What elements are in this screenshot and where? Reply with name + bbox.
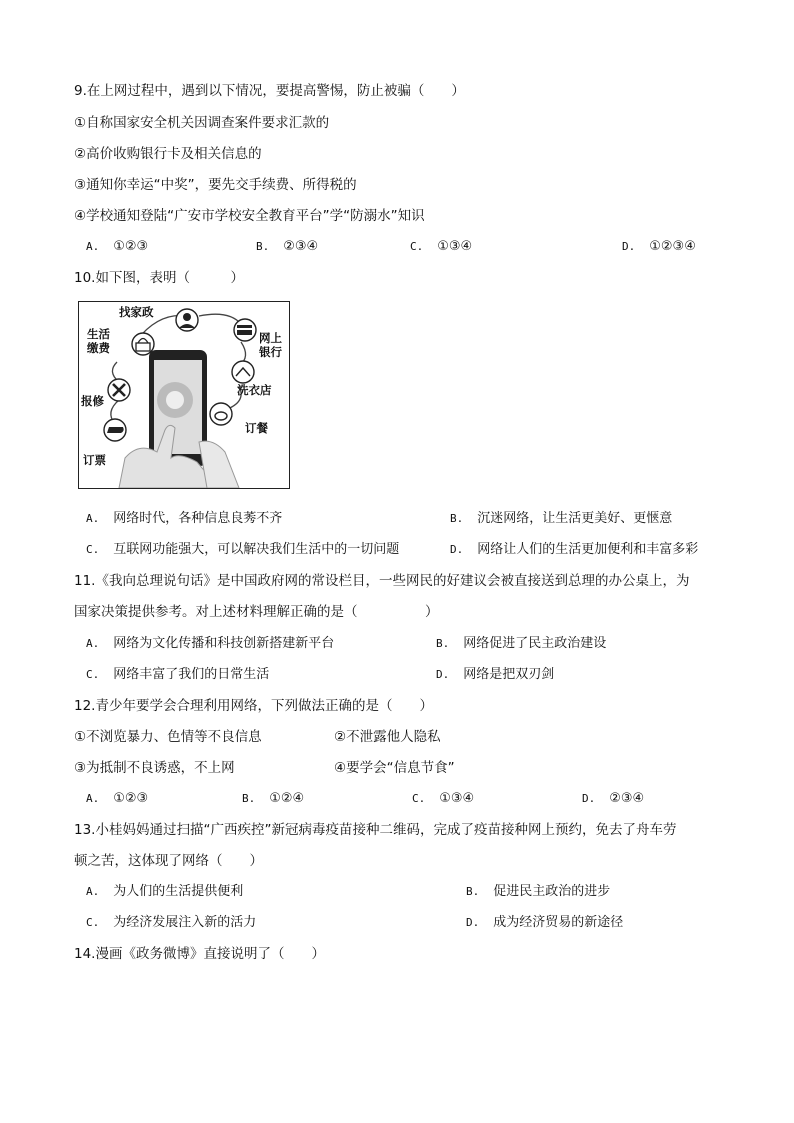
q10-option-d[interactable] — [450, 541, 698, 559]
option-text: 网络是把双刃剑 — [463, 667, 555, 682]
option-letter: A. — [86, 240, 100, 253]
q9-option-b[interactable] — [256, 238, 318, 256]
label-repair: 报修 — [81, 394, 104, 408]
q12-item-1: ①不浏览暴力、色情等不良信息 — [74, 729, 262, 745]
option-text: 为经济发展注入新的活力 — [113, 915, 257, 930]
option-text: ②③④ — [609, 791, 645, 806]
housekeeping-icon — [176, 309, 198, 331]
q13-option-d[interactable] — [466, 914, 623, 932]
option-letter: D. — [466, 916, 480, 929]
option-text: ②③④ — [283, 239, 319, 254]
option-letter: D. — [622, 240, 636, 253]
option-letter: C. — [86, 916, 100, 929]
option-text: 网络促进了民主政治建设 — [463, 636, 607, 651]
q11-option-d[interactable] — [436, 666, 554, 684]
tools-repair-icon — [108, 379, 130, 401]
option-text: 网络丰富了我们的日常生活 — [113, 667, 270, 682]
q11-stem-line-1: 11.《我向总理说句话》是中国政府网的常设栏目，一些网民的好建议会被直接送到总理的办公桌上，为 — [74, 573, 690, 589]
option-letter: B. — [256, 240, 270, 253]
option-letter: B. — [450, 512, 464, 525]
label-housekeeping: 找家政 — [119, 305, 154, 319]
option-text: ①②③④ — [649, 239, 696, 254]
food-order-icon — [210, 403, 232, 425]
laundry-hanger-icon — [232, 361, 254, 383]
option-text: ①②③ — [113, 791, 149, 806]
q13-option-b[interactable] — [466, 883, 610, 901]
option-text: 促进民主政治的进步 — [493, 884, 611, 899]
label-living-1: 生活 — [87, 327, 110, 341]
option-letter: A. — [86, 637, 100, 650]
option-letter: A. — [86, 512, 100, 525]
option-text: 为人们的生活提供便利 — [113, 884, 244, 899]
option-letter: B. — [466, 885, 480, 898]
q11-stem-line-2: 国家决策提供参考。对上述材料理解正确的是（ ） — [74, 604, 439, 620]
option-letter: C. — [410, 240, 424, 253]
q9-stem: 9.在上网过程中，遇到以下情况，要提高警惕，防止被骗（ ） — [74, 83, 465, 99]
label-ticket: 订票 — [83, 453, 106, 467]
q10-stem: 10.如下图，表明（ ） — [74, 270, 244, 286]
q12-item-4: ④要学会“信息节食” — [334, 760, 455, 776]
option-text: 网络为文化传播和科技创新搭建新平台 — [113, 636, 335, 651]
q11-option-c[interactable] — [86, 666, 269, 684]
label-online-2: 银行 — [259, 345, 282, 359]
q9-item-2: ②高价收购银行卡及相关信息的 — [74, 146, 262, 162]
q12-option-d[interactable] — [582, 790, 644, 808]
option-letter: C. — [412, 792, 426, 805]
q12-option-b[interactable] — [242, 790, 304, 808]
option-text: ①③④ — [439, 791, 475, 806]
option-text: 互联网功能强大，可以解决我们生活中的一切问题 — [113, 542, 400, 557]
label-laundry: 洗衣店 — [237, 383, 272, 397]
q12-item-3: ③为抵制不良诱惑，不上网 — [74, 760, 235, 776]
q11-option-a[interactable] — [86, 635, 334, 653]
option-text: 网络让人们的生活更加便利和丰富多彩 — [477, 542, 699, 557]
q12-option-a[interactable] — [86, 790, 148, 808]
q13-stem-line-1: 13.小桂妈妈通过扫描“广西疾控”新冠病毒疫苗接种二维码，完成了疫苗接种网上预约，免去了舟车劳 — [74, 822, 677, 838]
q9-item-4: ④学校通知登陆“广安市学校安全教育平台”学“防溺水”知识 — [74, 208, 425, 224]
option-letter: D. — [450, 543, 464, 556]
smartphone-services-illustration — [79, 302, 289, 488]
q10-figure — [78, 301, 290, 489]
option-text: ①③④ — [437, 239, 473, 254]
q13-option-c[interactable] — [86, 914, 256, 932]
option-letter: D. — [436, 668, 450, 681]
label-online-1: 网上 — [259, 331, 282, 345]
option-letter: A. — [86, 792, 100, 805]
option-letter: A. — [86, 885, 100, 898]
option-text: ①②④ — [269, 791, 305, 806]
q12-item-2: ②不泄露他人隐私 — [334, 729, 441, 745]
train-ticket-icon — [104, 419, 126, 441]
q13-stem-line-2: 顿之苦，这体现了网络（ ） — [74, 853, 263, 869]
label-living-2: 缴费 — [87, 341, 110, 355]
q9-item-3: ③通知你幸运“中奖”，要先交手续费、所得税的 — [74, 177, 357, 193]
option-text: 沉迷网络，让生活更美好、更惬意 — [477, 511, 673, 526]
payment-basket-icon — [132, 333, 154, 355]
q13-option-a[interactable] — [86, 883, 243, 901]
label-food: 订餐 — [245, 421, 268, 435]
q14-stem: 14.漫画《政务微博》直接说明了（ ） — [74, 946, 325, 962]
q12-option-c[interactable] — [412, 790, 474, 808]
q11-option-b[interactable] — [436, 635, 606, 653]
q10-option-a[interactable] — [86, 510, 282, 528]
q9-item-1: ①自称国家安全机关因调查案件要求汇款的 — [74, 115, 330, 131]
option-letter: C. — [86, 668, 100, 681]
option-letter: D. — [582, 792, 596, 805]
q9-option-a[interactable] — [86, 238, 148, 256]
option-letter: B. — [436, 637, 450, 650]
q10-option-b[interactable] — [450, 510, 672, 528]
option-letter: C. — [86, 543, 100, 556]
option-text: 成为经济贸易的新途径 — [493, 915, 624, 930]
q12-stem: 12.青少年要学会合理利用网络，下列做法正确的是（ ） — [74, 698, 433, 714]
q10-option-c[interactable] — [86, 541, 399, 559]
q9-option-c[interactable] — [410, 238, 472, 256]
bank-card-icon — [234, 319, 256, 341]
option-text: 网络时代，各种信息良莠不齐 — [113, 511, 283, 526]
q9-option-d[interactable] — [622, 238, 696, 256]
option-text: ①②③ — [113, 239, 149, 254]
option-letter: B. — [242, 792, 256, 805]
